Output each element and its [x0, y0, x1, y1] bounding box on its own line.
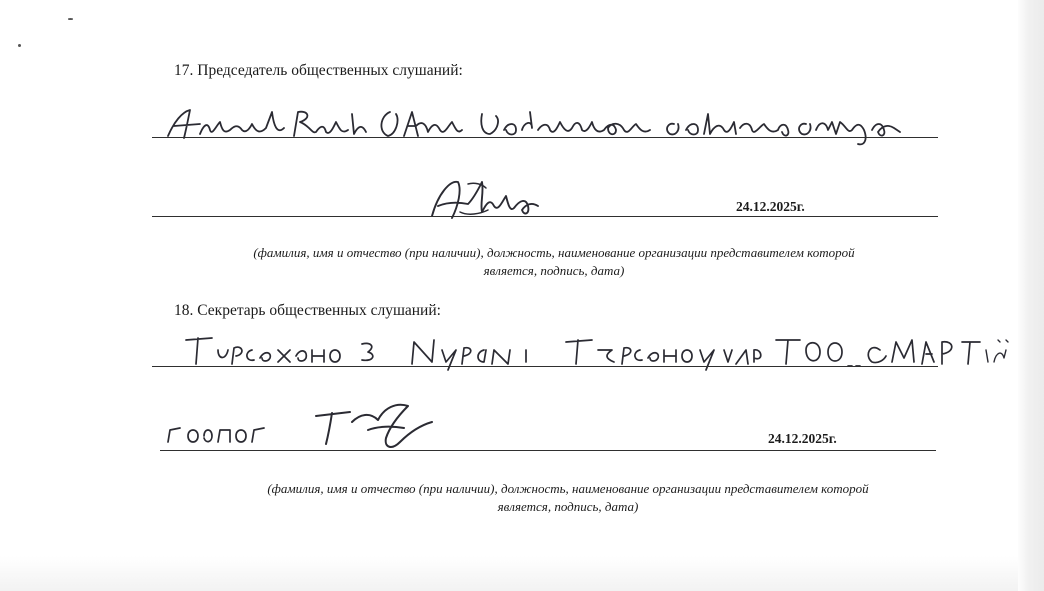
scan-speck — [68, 18, 73, 20]
secretary-signature-line — [160, 450, 936, 451]
caption-line: является, подпись, дата) — [483, 263, 625, 278]
secretary-name-line — [152, 366, 938, 367]
secretary-heading: 18. Секретарь общественных слушаний: — [174, 302, 441, 319]
secretary-handwritten-name — [180, 328, 1010, 378]
chairman-date: 24.12.2025г. — [736, 199, 805, 214]
chairman-name-line — [152, 137, 938, 138]
chairman-handwritten-name — [160, 100, 940, 150]
chairman-signature-image — [428, 176, 548, 226]
chairman-caption — [166, 244, 942, 280]
caption-line: (фамилия, имя и отчество (при наличии), должность, наименование организации представителем которой — [253, 245, 855, 260]
scan-edge-shadow — [1018, 0, 1044, 591]
secretary-date: 24.12.2025г. — [768, 431, 837, 446]
caption-line: (фамилия, имя и отчество (при наличии), должность, наименование организации представителем которой — [267, 481, 869, 496]
secretary-signature-image — [308, 396, 438, 456]
scan-bottom-shade — [0, 556, 1018, 591]
chairman-heading: 17. Председатель общественных слушаний: — [174, 62, 463, 79]
scan-speck — [18, 44, 21, 47]
secretary-handwritten-position — [164, 418, 274, 448]
secretary-caption — [180, 480, 956, 516]
chairman-signature-line — [152, 216, 938, 217]
caption-line: является, подпись, дата) — [497, 499, 639, 514]
